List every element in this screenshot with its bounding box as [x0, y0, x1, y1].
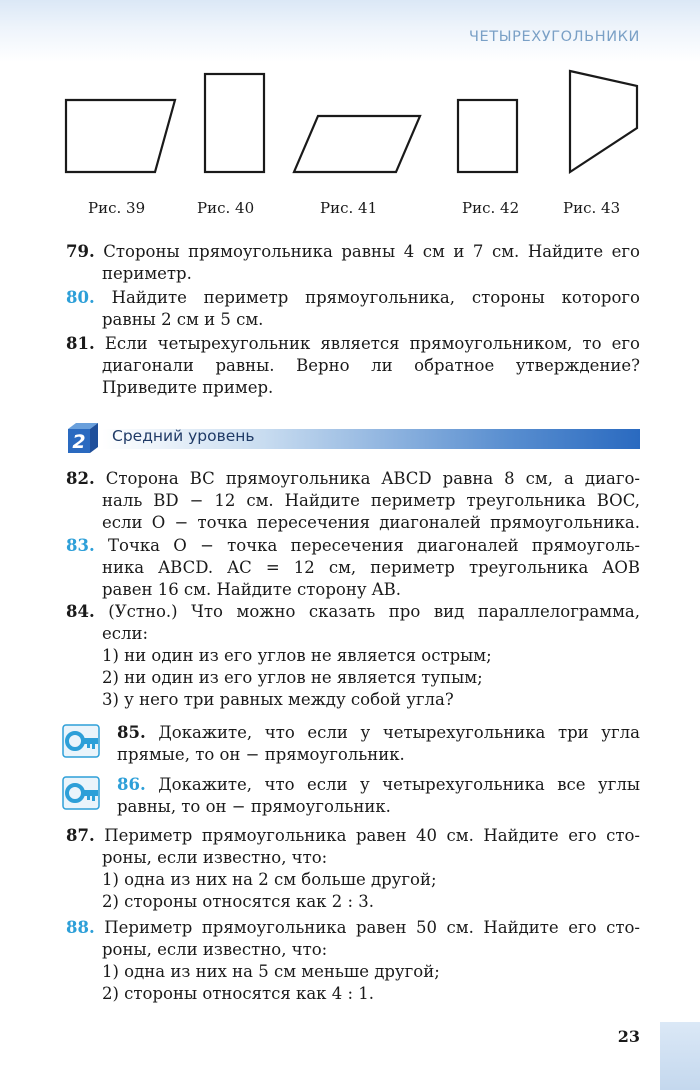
caption-fig-40: Рис. 40 — [197, 199, 255, 217]
key-problem-icon — [62, 773, 102, 813]
caption-fig-42: Рис. 42 — [462, 199, 520, 217]
problem-87 — [66, 825, 640, 913]
problem-number: 80. — [66, 288, 95, 307]
problem-88 — [66, 917, 640, 1005]
figure-42-square — [458, 100, 517, 172]
problem-text: Точка O − точка пересечения диагоналей прямоуголь- — [108, 536, 640, 555]
problem-subitem: 1) ни один из его углов не является острым; — [102, 646, 492, 665]
chapter-header: ЧЕТЫРЕХУГОЛЬНИКИ — [468, 29, 640, 45]
caption-fig-43: Рис. 43 — [563, 199, 621, 217]
problem-83 — [66, 535, 640, 601]
problem-number: 86. — [117, 775, 146, 794]
level-number: 2 — [72, 431, 86, 453]
problem-84 — [66, 601, 640, 711]
problem-subitem: 1) одна из них на 5 см меньше другой; — [102, 962, 440, 981]
problem-subitem: 2) стороны относятся как 4 : 1. — [102, 984, 375, 1003]
problem-text: равен 16 см. Найдите сторону AB. — [102, 580, 402, 599]
problem-85 — [117, 722, 640, 766]
problem-text: Если четырехугольник является прямоугольником, то его — [104, 334, 640, 353]
problem-text: Найдите периметр прямоугольника, стороны которого — [111, 288, 640, 307]
problem-text: Докажите, что если у четырехугольника три угла — [158, 723, 640, 742]
figure-43-quadrilateral — [570, 71, 637, 172]
problem-text: равны 2 см и 5 см. — [102, 310, 264, 329]
problem-text: Стороны прямоугольника равны 4 см и 7 см. Найдите его — [103, 242, 640, 261]
problem-number: 81. — [66, 334, 95, 353]
problem-subitem: 2) стороны относятся как 2 : 3. — [102, 892, 375, 911]
page-number: 23 — [617, 1027, 640, 1046]
problem-number: 82. — [66, 469, 95, 488]
problem-text: наль BD − 12 см. Найдите периметр треугольника BOC, — [102, 491, 640, 510]
problem-text: равны, то он − прямоугольник. — [117, 797, 391, 816]
key-problem-icon — [62, 721, 102, 761]
figure-41-parallelogram — [294, 116, 420, 172]
caption-fig-39: Рис. 39 — [88, 199, 146, 217]
problem-text: периметр. — [102, 264, 192, 283]
problem-80 — [66, 287, 640, 331]
figure-40-rectangle — [205, 74, 264, 172]
problem-subitem: 3) у него три равных между собой угла? — [102, 690, 454, 709]
problem-text: Сторона BC прямоугольника ABCD равна 8 см, а диаго- — [105, 469, 640, 488]
problem-text: диагонали равны. Верно ли обратное утверждение? — [102, 356, 640, 375]
problem-text: если O − точка пересечения диагоналей прямоугольника. — [102, 513, 640, 532]
problem-text: Периметр прямоугольника равен 40 см. Найдите его сто- — [104, 826, 640, 845]
problem-number: 84. — [66, 602, 95, 621]
problem-text: Приведите пример. — [102, 378, 274, 397]
problem-79 — [66, 241, 640, 285]
problem-86 — [117, 774, 640, 818]
problem-subitem: 2) ни один из его углов не является тупым; — [102, 668, 483, 687]
problem-text: Докажите, что если у четырехугольника все углы — [158, 775, 640, 794]
problem-81 — [66, 333, 640, 399]
problem-text: прямые, то он − прямоугольник. — [117, 745, 405, 764]
caption-fig-41: Рис. 41 — [320, 199, 378, 217]
problem-82 — [66, 468, 640, 534]
level-cube-icon — [66, 421, 100, 455]
problem-text: Периметр прямоугольника равен 50 см. Найдите его сто- — [104, 918, 640, 937]
problem-number: 87. — [66, 826, 95, 845]
section-level-bar — [66, 421, 640, 455]
problem-number: 85. — [117, 723, 146, 742]
page-corner-tab — [660, 1022, 700, 1090]
problem-number: 79. — [66, 242, 95, 261]
problem-text: роны, если известно, что: — [102, 848, 328, 867]
section-title: Средний уровень — [112, 427, 255, 445]
problem-text: если: — [102, 624, 149, 643]
problem-number: 83. — [66, 536, 95, 555]
problem-text: ника ABCD. AC = 12 см, периметр треугольника AOB — [102, 558, 640, 577]
problem-number: 88. — [66, 918, 95, 937]
figure-39-trapezoid — [66, 100, 175, 172]
problem-text: (Устно.) Что можно сказать про вид параллелограмма, — [108, 602, 640, 621]
figures-row — [0, 60, 700, 190]
problem-text: роны, если известно, что: — [102, 940, 328, 959]
problem-subitem: 1) одна из них на 2 см больше другой; — [102, 870, 437, 889]
